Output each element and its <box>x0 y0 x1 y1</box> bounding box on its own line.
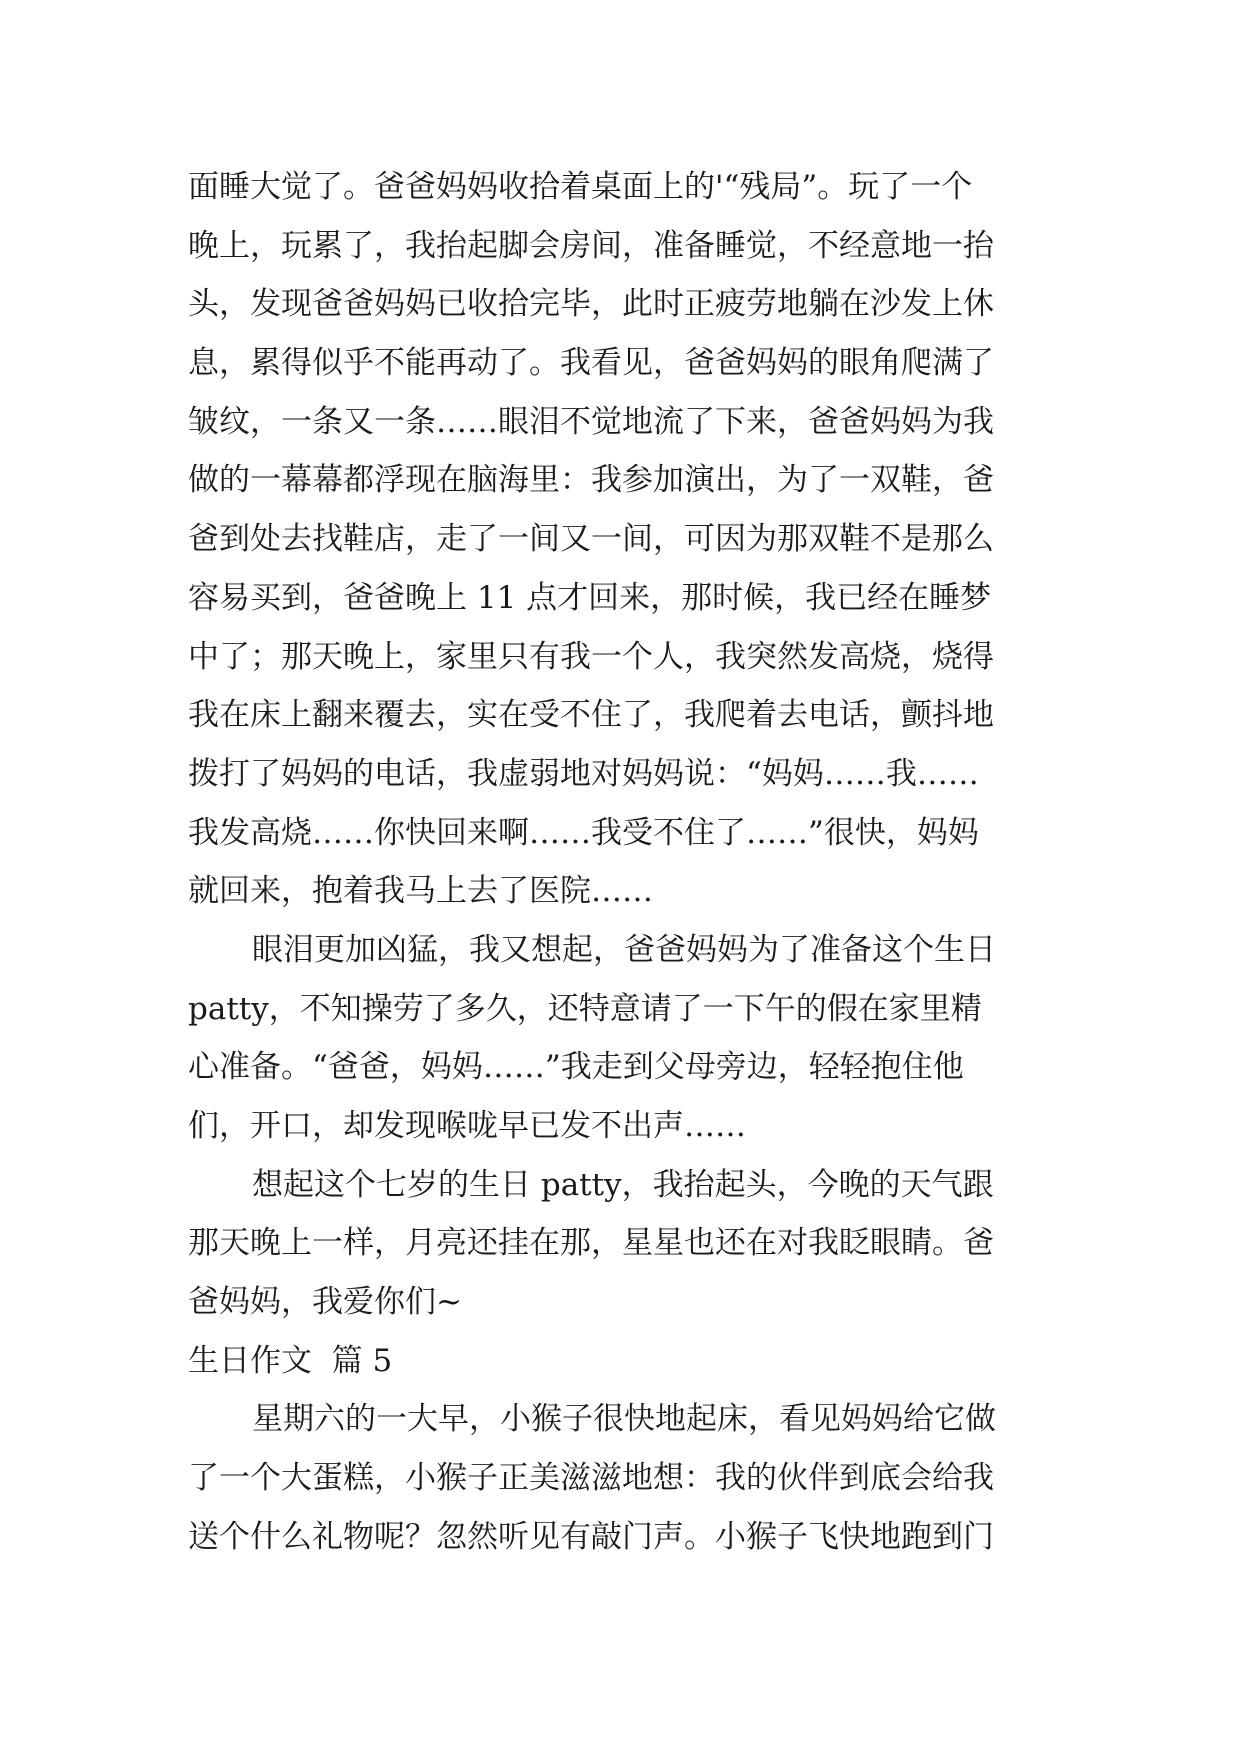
text-line: 息，累得似乎不能再动了。我看见，爸爸妈妈的眼角爬满了 <box>188 345 994 382</box>
text-line: 拨打了妈妈的电话，我虚弱地对妈妈说：“妈妈……我…… <box>188 755 979 792</box>
text-line: 晚上，玩累了，我抬起脚会房间，准备睡觉，不经意地一抬 <box>188 227 994 264</box>
paragraph <box>188 1390 1058 1566</box>
text-line: 眼泪更加凶猛，我又想起，爸爸妈妈为了准备这个生日 <box>252 931 996 968</box>
text-line: 那天晚上一样，月亮还挂在那，星星也还在对我眨眼睛。爸 <box>188 1225 994 1262</box>
text-line: 就回来，抱着我马上去了医院…… <box>188 873 653 910</box>
section-heading: 生日作文 篇 5 <box>188 1342 393 1379</box>
text-line: 头，发现爸爸妈妈已收拾完毕，此时正疲劳地躺在沙发上休 <box>188 286 994 323</box>
text-line: 爸到处去找鞋店，走了一间又一间，可因为那双鞋不是那么 <box>188 521 994 558</box>
text-line: 我发高烧……你快回来啊……我受不住了……”很快，妈妈 <box>188 814 979 851</box>
text-line: 中了；那天晚上，家里只有我一个人，我突然发高烧，烧得 <box>188 638 994 675</box>
text-line: 们，开口，却发现喉咙早已发不出声…… <box>188 1108 746 1144</box>
text-line: 我在床上翻来覆去，实在受不住了，我爬着去电话，颤抖地 <box>188 697 994 734</box>
paragraph-continued <box>188 158 1058 921</box>
text-line: 星期六的一大早，小猴子很快地起床，看见妈妈给它做 <box>252 1401 996 1438</box>
text-line: 送个什么礼物呢？忽然听见有敲门声。小猴子飞快地跑到门 <box>188 1518 994 1555</box>
text-line: 了一个大蛋糕，小猴子正美滋滋地想：我的伙伴到底会给我 <box>188 1460 994 1497</box>
text-line: 做的一幕幕都浮现在脑海里：我参加演出，为了一双鞋，爸 <box>188 462 994 499</box>
text-line: 爸妈妈，我爱你们~ <box>188 1284 462 1321</box>
text-line: 想起这个七岁的生日 patty，我抬起头，今晚的天气跟 <box>252 1166 994 1203</box>
text-line: 容易买到，爸爸晚上 11 点才回来，那时候，我已经在睡梦 <box>188 579 992 616</box>
paragraph <box>188 921 1058 1156</box>
paragraph <box>188 1156 1058 1332</box>
text-line: 皱纹，一条又一条……眼泪不觉地流了下来，爸爸妈妈为我 <box>188 403 994 440</box>
text-line: 面睡大觉了。爸爸妈妈收拾着桌面上的'“残局”。玩了一个 <box>188 169 973 205</box>
text-line: patty，不知操劳了多久，还特意请了一下午的假在家里精 <box>188 990 982 1027</box>
text-line: 心准备。“爸爸，妈妈……”我走到父母旁边，轻轻抱住他 <box>188 1049 964 1086</box>
document-body <box>188 158 1058 1567</box>
